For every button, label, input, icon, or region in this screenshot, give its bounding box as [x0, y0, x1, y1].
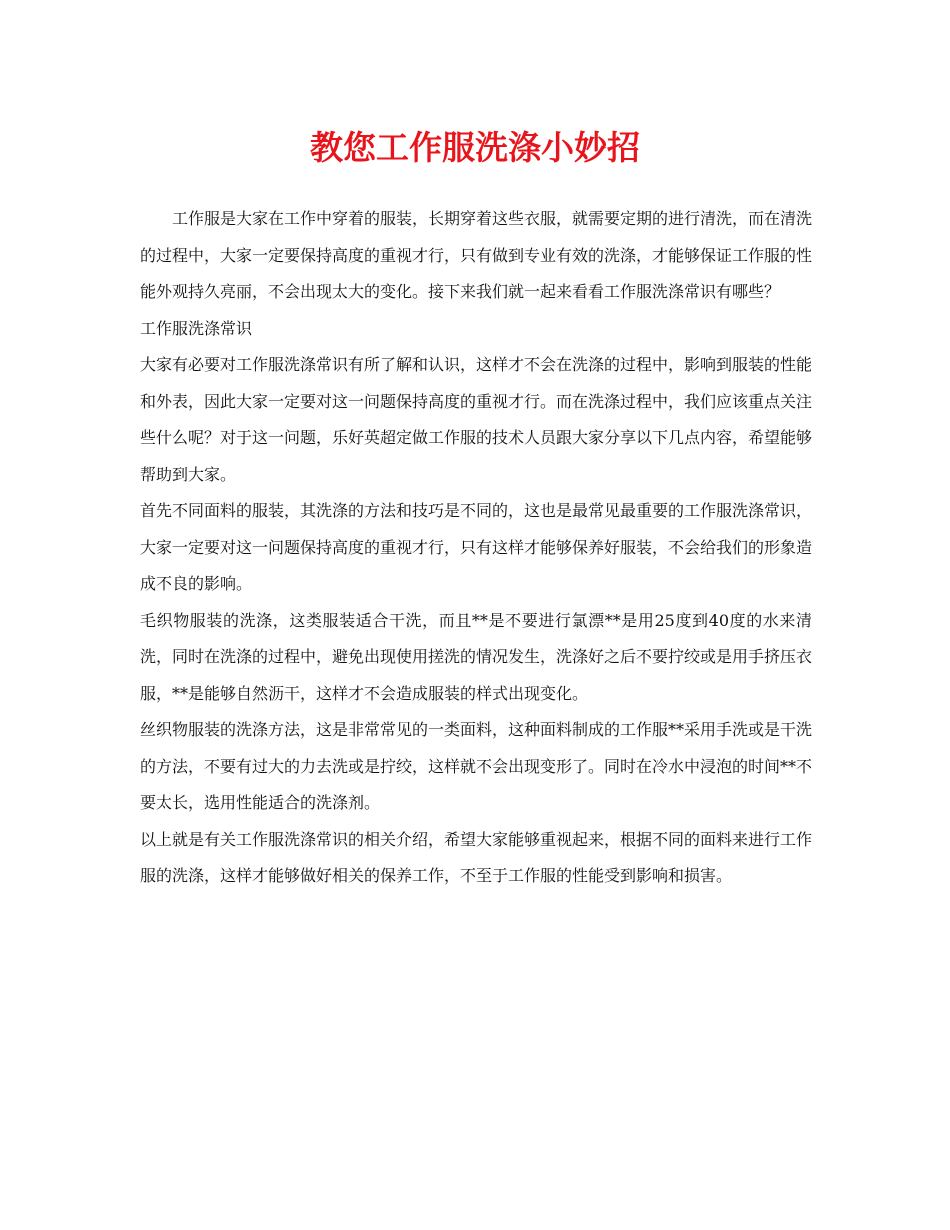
paragraph-intro: 工作服是大家在工作中穿着的服装，长期穿着这些衣服，就需要定期的进行清洗，而在清洗的过程中，大家一定要保持高度的重视才行，只有做到专业有效的洗涤，才能够保证工作服的性能外观持久亮丽，不会出现太大的变化。接下来我们就一起来看看工作服洗涤常识有哪些？	[140, 209, 813, 301]
paragraph-fabric-types: 首先不同面料的服装，其洗涤的方法和技巧是不同的，这也是最常见最重要的工作服洗涤常识，大家一定要对这一问题保持高度的重视才行，只有这样才能够保养好服装，不会给我们的形象造成不良的影响。	[140, 501, 813, 593]
section-heading: 工作服洗涤常识	[140, 318, 253, 338]
document-body	[140, 201, 812, 895]
paragraph-wool: 毛织物服装的洗涤，这类服装适合干洗，而且**是不要进行氯漂**是用25度到40度的水来清洗，同时在洗涤的过程中，避免出现使用搓洗的情况发生，洗涤好之后不要拧绞或是用手挤压衣服，**是能够自然沥干，这样才不会造成服装的样式出现变化。	[140, 610, 813, 703]
page-title: 教您工作服洗涤小妙招	[310, 128, 640, 167]
paragraph-conclusion: 以上就是有关工作服洗涤常识的相关介绍，希望大家能够重视起来，根据不同的面料来进行工作服的洗涤，这样才能够做好相关的保养工作，不至于工作服的性能受到影响和损害。	[140, 829, 813, 885]
paragraph-overview: 大家有必要对工作服洗涤常识有所了解和认识，这样才不会在洗涤的过程中，影响到服装的性能和外表，因此大家一定要对这一问题保持高度的重视才行。而在洗涤过程中，我们应该重点关注些什么呢？对于这一问题，乐好英超定做工作服的技术人员跟大家分享以下几点内容，希望能够帮助到大家。	[140, 355, 813, 484]
paragraph-silk: 丝织物服装的洗涤方法，这是非常常见的一类面料，这种面料制成的工作服**采用手洗或是干洗的方法，不要有过大的力去洗或是拧绞，这样就不会出现变形了。同时在冷水中浸泡的时间**不要太长，选用性能适合的洗涤剂。	[140, 720, 813, 812]
